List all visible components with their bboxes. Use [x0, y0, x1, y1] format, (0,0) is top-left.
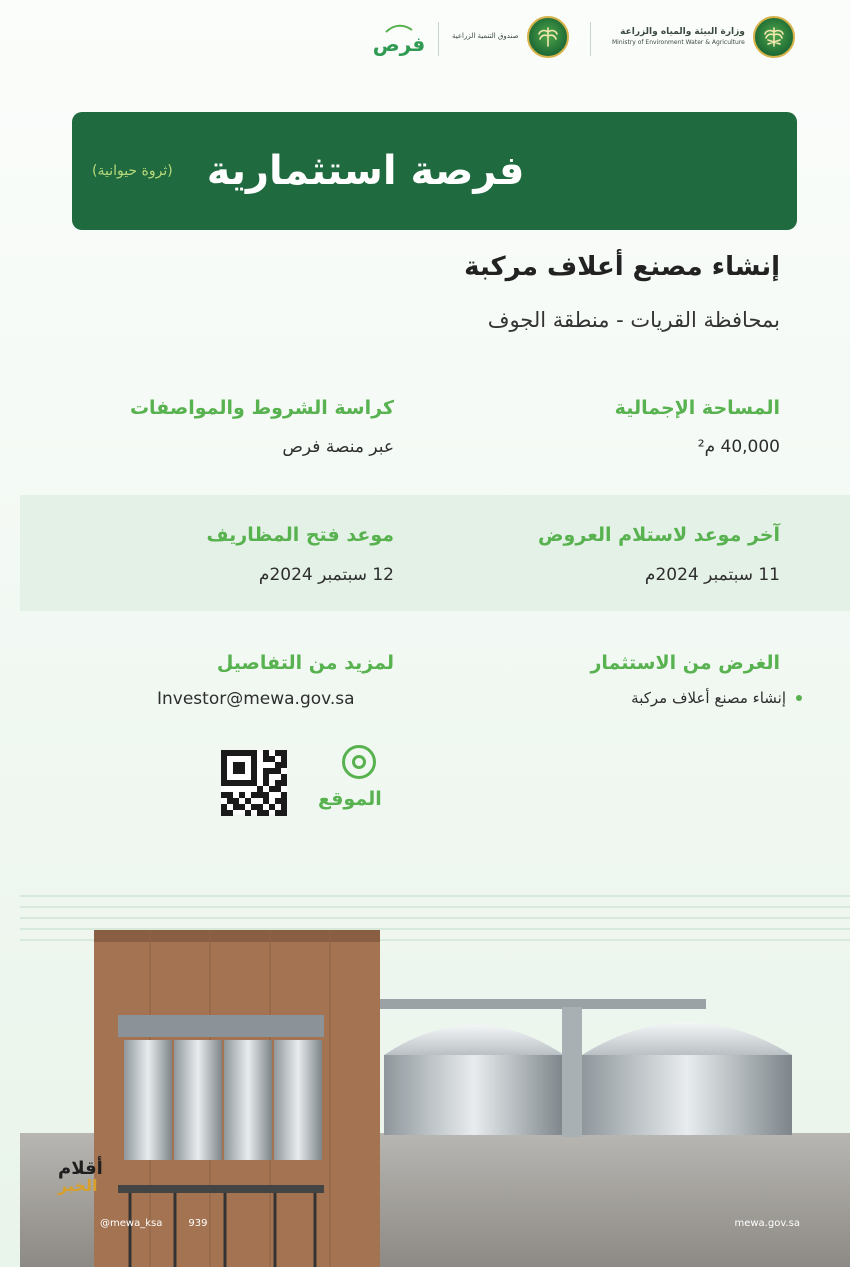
total-area-label: المساحة الإجمالية: [614, 397, 780, 419]
terms-label: كراسة الشروط والمواصفات: [129, 397, 394, 419]
banner-title: فرصة استثمارية: [206, 148, 525, 194]
purpose-item: [631, 689, 802, 707]
offers-deadline-label: آخر موعد لاستلام العروض: [538, 524, 780, 546]
social-handle[interactable]: @mewa_ksa: [100, 1217, 163, 1229]
logo-divider-2: [438, 22, 439, 56]
dates-band: [20, 495, 850, 611]
total-area-value: 40,000 م²: [697, 437, 780, 457]
palm-emblem-icon: [753, 16, 795, 58]
ministry-name-ar: وزارة البيئة والمياه والزراعة: [620, 27, 745, 38]
banner-subtitle: (ثروة حيوانية): [92, 163, 173, 179]
furas-logo-text: فرص: [372, 32, 426, 56]
logo-divider: [590, 22, 591, 56]
bullet-icon: [796, 695, 802, 701]
watermark-line2: الخبر: [58, 1176, 98, 1195]
opportunity-banner: [72, 112, 797, 230]
website-link[interactable]: mewa.gov.sa: [734, 1217, 800, 1229]
furas-logo: [370, 14, 428, 62]
envelopes-label: موعد فتح المظاريف: [206, 524, 394, 546]
project-location: بمحافظة القريات - منطقة الجوف: [487, 308, 780, 332]
contact-email[interactable]: Investor@mewa.gov.sa: [157, 689, 355, 709]
terms-value: عبر منصة فرص: [282, 437, 394, 457]
ministry-logo: [612, 16, 795, 58]
fund-logo: [452, 16, 569, 58]
footer-left: [100, 1218, 207, 1229]
fund-name-ar: صندوق التنمية الزراعية: [452, 32, 519, 41]
purpose-item-text: إنشاء مصنع أعلاف مركبة: [631, 689, 786, 707]
watermark-logo: [58, 1160, 103, 1194]
watermark-line1: أقلام: [58, 1158, 103, 1179]
envelopes-value: 12 سبتمبر 2024م: [258, 565, 394, 585]
phone-number[interactable]: 939: [188, 1217, 208, 1229]
offers-deadline-value: 11 سبتمبر 2024م: [644, 565, 780, 585]
contact-label: لمزيد من التفاصيل: [216, 652, 394, 674]
project-title: إنشاء مصنع أعلاف مركبة: [464, 252, 780, 282]
fund-emblem-icon: [527, 16, 569, 58]
purpose-label: الغرض من الاستثمار: [590, 652, 780, 674]
qr-code[interactable]: [221, 750, 287, 814]
location-label: الموقع: [318, 788, 382, 810]
ministry-text: [612, 27, 745, 46]
location-icon[interactable]: [342, 745, 376, 779]
footer-bar: [20, 1203, 850, 1243]
ministry-name-en: Ministry of Environment Water & Agriculture: [612, 38, 745, 46]
